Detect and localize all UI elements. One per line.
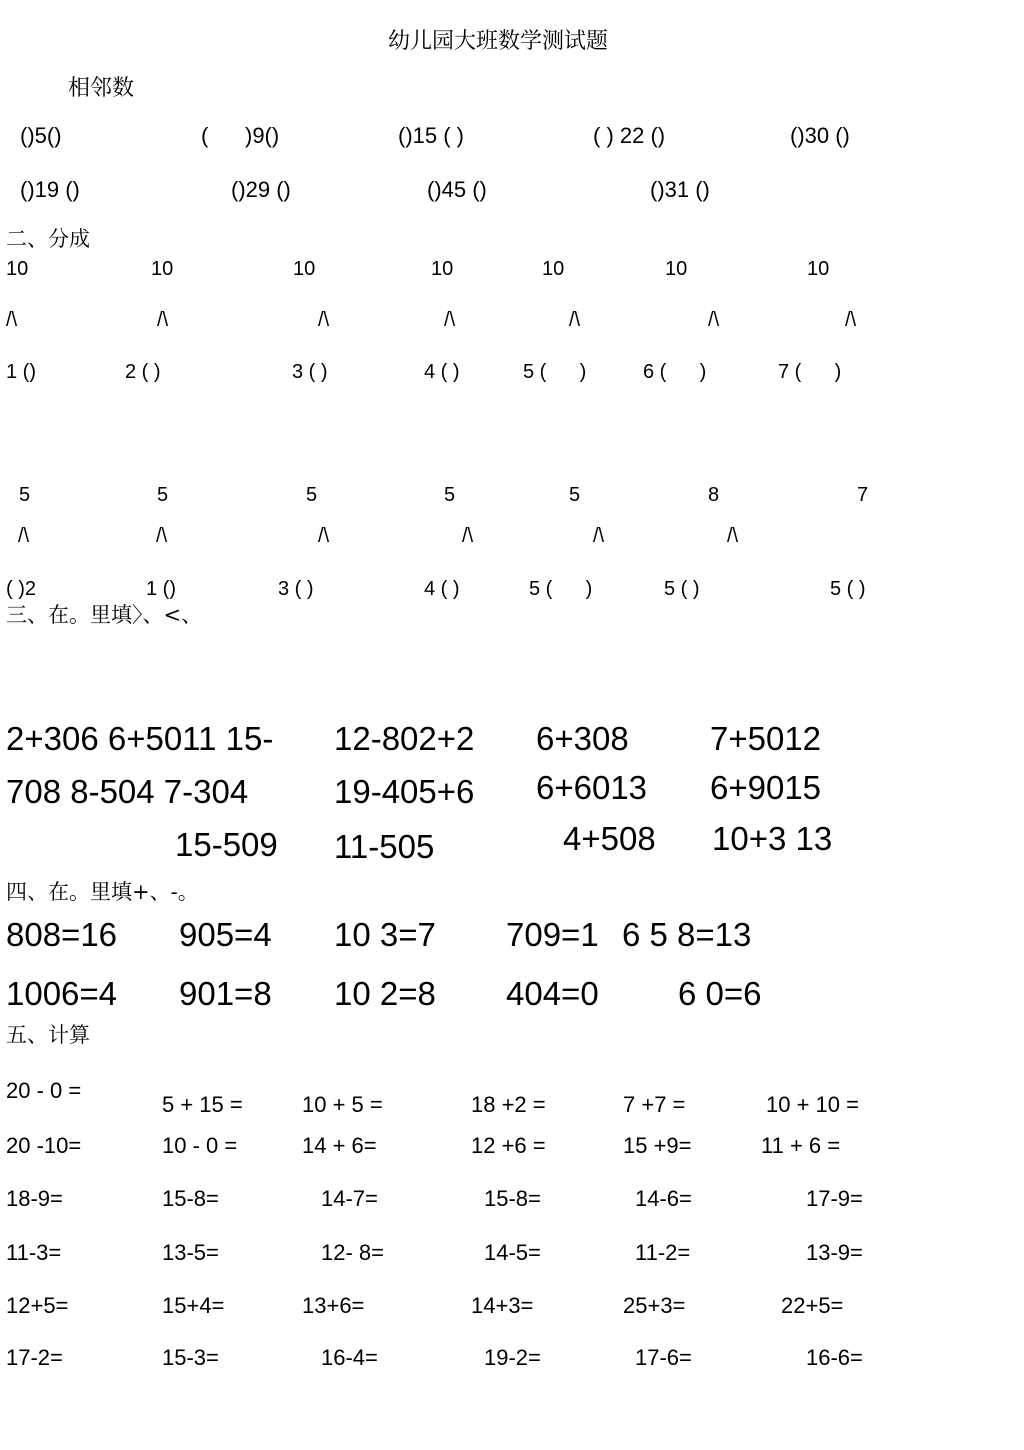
split-blank: 4 ( ) bbox=[424, 361, 460, 383]
split-blank: 6 ( ) bbox=[643, 361, 707, 383]
split-fork: /\ bbox=[569, 309, 581, 331]
number-top: 5 bbox=[19, 484, 31, 506]
calc-item: 7 +7 = bbox=[623, 1092, 686, 1117]
number-top: 10 bbox=[431, 258, 454, 280]
number-top: 5 bbox=[157, 484, 169, 506]
calc-item: 14+3= bbox=[471, 1293, 534, 1318]
section-3-heading: 三、在。里填〉、<、 bbox=[6, 603, 203, 627]
compare-line: 708 8-504 7-304 bbox=[6, 773, 249, 810]
calc-item: 13+6= bbox=[302, 1293, 365, 1318]
split-blank: 2 ( ) bbox=[125, 361, 161, 383]
calc-item: 25+3= bbox=[623, 1293, 686, 1318]
section-1-heading: 相邻数 bbox=[68, 76, 135, 101]
calc-item: 11-3= bbox=[6, 1240, 62, 1265]
calc-item: 10 - 0 = bbox=[162, 1133, 238, 1158]
number-top: 7 bbox=[857, 484, 869, 506]
number-top: 5 bbox=[569, 484, 581, 506]
number-top: 10 bbox=[293, 258, 316, 280]
section-5-heading: 五、计算 bbox=[6, 1023, 90, 1047]
calc-item: 14-7= bbox=[321, 1186, 378, 1211]
adjacent-item: ( )9() bbox=[201, 123, 280, 148]
number-top: 10 bbox=[665, 258, 688, 280]
calc-item: 15-8= bbox=[162, 1186, 219, 1211]
calc-item: 11-2= bbox=[635, 1240, 691, 1265]
split-blank: 1 () bbox=[146, 578, 176, 600]
equation: 808=16 bbox=[6, 916, 118, 953]
calc-item: 17-9= bbox=[806, 1186, 863, 1211]
equation: 6 5 8=13 bbox=[622, 916, 752, 953]
compare-line: 2+306 6+5011 15- bbox=[6, 720, 274, 757]
number-top: 8 bbox=[708, 484, 720, 506]
split-fork: /\ bbox=[318, 309, 330, 331]
split-fork: /\ bbox=[845, 309, 857, 331]
calc-item: 5 + 15 = bbox=[162, 1092, 243, 1117]
number-top: 10 bbox=[151, 258, 174, 280]
split-blank: 5 ( ) bbox=[664, 578, 700, 600]
split-blank: 1 () bbox=[6, 361, 36, 383]
split-blank: 5 ( ) bbox=[523, 361, 587, 383]
calc-item: 11 + 6 = bbox=[761, 1133, 841, 1158]
equation: 709=1 bbox=[506, 916, 599, 953]
split-blank: 5 ( ) bbox=[529, 578, 593, 600]
page-title: 幼儿园大班数学测试题 bbox=[388, 29, 609, 54]
adjacent-item: ()15 ( ) bbox=[398, 123, 464, 148]
split-fork: /\ bbox=[318, 525, 330, 547]
section-2-heading: 二、分成 bbox=[6, 227, 90, 251]
equation: 6 0=6 bbox=[678, 975, 762, 1012]
adjacent-item: ()29 () bbox=[231, 177, 291, 202]
compare-line: 12-802+2 bbox=[334, 720, 475, 757]
calc-item: 18-9= bbox=[6, 1186, 63, 1211]
adjacent-item: ()31 () bbox=[650, 177, 710, 202]
equation: 901=8 bbox=[179, 975, 272, 1012]
adjacent-item: ()19 () bbox=[20, 177, 80, 202]
compare-line: 6+6013 bbox=[536, 769, 648, 806]
equation: 905=4 bbox=[179, 916, 272, 953]
calc-item: 18 +2 = bbox=[471, 1092, 546, 1117]
calc-item: 12 +6 = bbox=[471, 1133, 546, 1158]
compare-line: 6+9015 bbox=[710, 769, 822, 806]
compare-line: 19-405+6 bbox=[334, 773, 475, 810]
calc-item: 17-2= bbox=[6, 1345, 63, 1370]
calc-item: 22+5= bbox=[781, 1293, 844, 1318]
section-4-heading: 四、在。里填+、-。 bbox=[6, 880, 199, 904]
calc-item: 16-4= bbox=[321, 1345, 378, 1370]
calc-item: 14-5= bbox=[484, 1240, 541, 1265]
split-blank: 3 ( ) bbox=[278, 578, 314, 600]
split-blank: ( )2 bbox=[6, 578, 36, 600]
equation: 1006=4 bbox=[6, 975, 118, 1012]
equation: 404=0 bbox=[506, 975, 599, 1012]
calc-item: 16-6= bbox=[806, 1345, 863, 1370]
split-fork: /\ bbox=[6, 309, 18, 331]
compare-line: 11-505 bbox=[334, 828, 435, 865]
adjacent-item: ()45 () bbox=[427, 177, 487, 202]
calc-item: 14-6= bbox=[635, 1186, 692, 1211]
adjacent-item: ()5() bbox=[20, 123, 62, 148]
split-fork: /\ bbox=[708, 309, 720, 331]
split-fork: /\ bbox=[156, 525, 168, 547]
compare-line: 6+308 bbox=[536, 720, 629, 757]
split-fork: /\ bbox=[444, 309, 456, 331]
calc-item: 13-5= bbox=[162, 1240, 219, 1265]
compare-line: 10+3 13 bbox=[712, 820, 833, 857]
compare-line: 4+508 bbox=[563, 820, 656, 857]
calc-item: 20 - 0 = bbox=[6, 1078, 82, 1103]
calc-item: 13-9= bbox=[806, 1240, 863, 1265]
equation: 10 2=8 bbox=[334, 975, 436, 1012]
split-fork: /\ bbox=[462, 525, 474, 547]
split-fork: /\ bbox=[727, 525, 739, 547]
calc-item: 12- 8= bbox=[321, 1240, 384, 1265]
calc-item: 15-3= bbox=[162, 1345, 219, 1370]
compare-line: 15-509 bbox=[175, 826, 278, 863]
number-top: 5 bbox=[444, 484, 456, 506]
calc-item: 19-2= bbox=[484, 1345, 541, 1370]
number-top: 10 bbox=[6, 258, 29, 280]
calc-item: 14 + 6= bbox=[302, 1133, 377, 1158]
split-fork: /\ bbox=[18, 525, 30, 547]
calc-item: 10 + 10 = bbox=[766, 1092, 859, 1117]
compare-line: 7+5012 bbox=[710, 720, 822, 757]
number-top: 5 bbox=[306, 484, 318, 506]
number-top: 10 bbox=[807, 258, 830, 280]
split-blank: 3 ( ) bbox=[292, 361, 328, 383]
split-blank: 5 ( ) bbox=[830, 578, 866, 600]
calc-item: 15 +9= bbox=[623, 1133, 692, 1158]
split-blank: 7 ( ) bbox=[778, 361, 842, 383]
adjacent-item: ()30 () bbox=[790, 123, 850, 148]
calc-item: 17-6= bbox=[635, 1345, 692, 1370]
calc-item: 12+5= bbox=[6, 1293, 69, 1318]
adjacent-item: ( ) 22 () bbox=[593, 123, 666, 148]
split-blank: 4 ( ) bbox=[424, 578, 460, 600]
calc-item: 15-8= bbox=[484, 1186, 541, 1211]
equation: 10 3=7 bbox=[334, 916, 436, 953]
split-fork: /\ bbox=[157, 309, 169, 331]
calc-item: 10 + 5 = bbox=[302, 1092, 383, 1117]
split-fork: /\ bbox=[593, 525, 605, 547]
calc-item: 20 -10= bbox=[6, 1133, 82, 1158]
number-top: 10 bbox=[542, 258, 565, 280]
calc-item: 15+4= bbox=[162, 1293, 225, 1318]
